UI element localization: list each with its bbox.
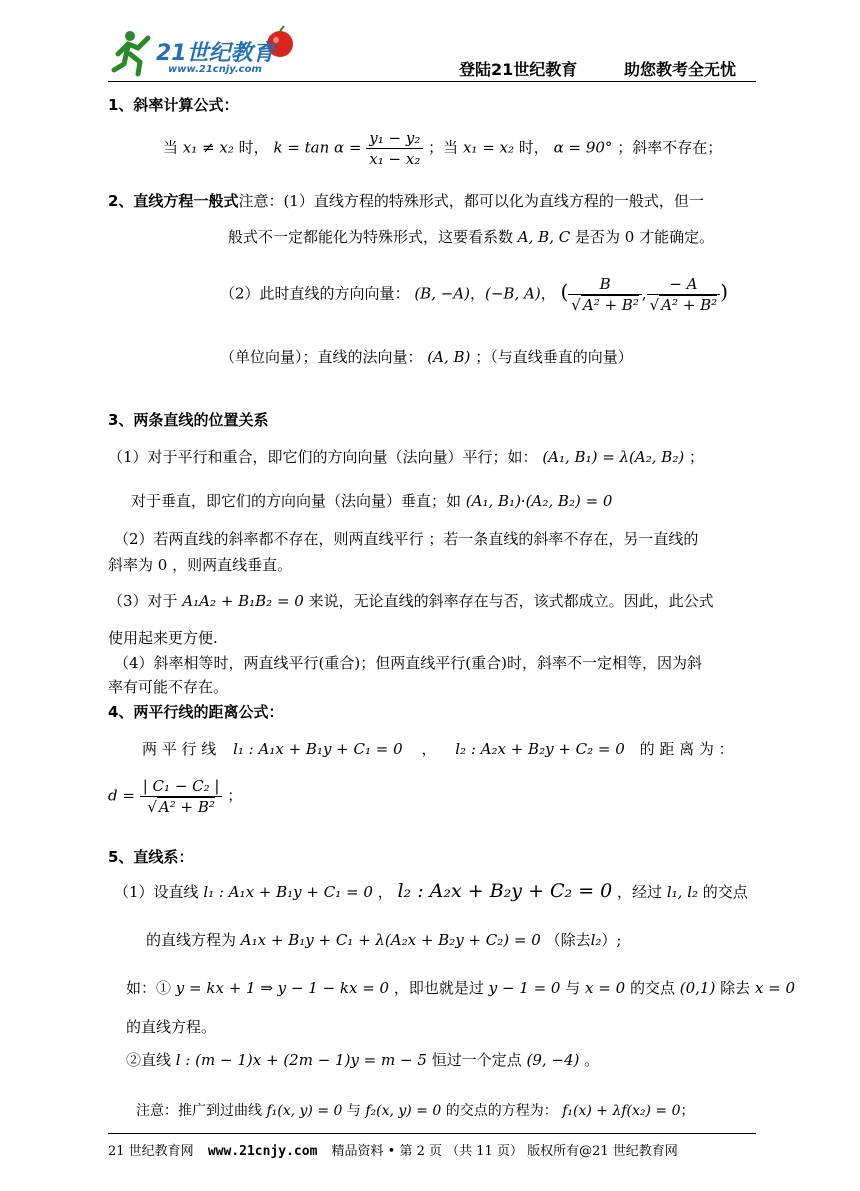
math-line-2: l₂ : A₂x + B₂y + C₂ = 0 [397,880,613,902]
footer-url-link[interactable]: www.21cnjy.com [207,1144,318,1159]
text: ； [680,1103,695,1119]
text: ，经过 [617,883,663,901]
section-3-p5: （4）斜率相等时，两直线平行(重合)；但两直线平行(重合)时，斜率不一定相等，因为斜 [114,654,702,672]
text: （单位向量）；直线的法向量： [220,348,423,366]
text: 对于垂直，即它们的方向向量（法向量）垂直；如 [131,492,462,510]
text: ；（与直线垂直的向量） [475,348,633,366]
math-coefficients: A, B, C [517,228,571,246]
math-l2: l₂ [590,931,602,949]
text: 是否为 0 才能确定。 [574,228,715,246]
text: 与 [565,979,581,997]
slope-fraction [366,128,423,169]
math-parallel: (A₁, B₁) = λ(A₂, B₂) [542,448,685,466]
text: 注意：(1）直线方程的特殊形式，都可以化为直线方程的一般式，但一 [238,192,704,210]
text: 时， [238,138,269,157]
text: （1）设直线 [114,883,199,901]
math-line-l: l : (m − 1)x + (2m − 1)y = m − 5 [175,1051,427,1069]
unit-vector-fraction-2: $\frac{- A}{\text{√ A² + B²}}$ [647,274,721,315]
math-d: d = [108,786,135,805]
text: ；当 [428,138,459,157]
math-example: y = kx + 1 ⇒ y − 1 − kx = 0 [175,979,390,997]
math-point: (0,1) [679,979,716,997]
math-condition: A₁A₂ + B₁B₂ = 0 [182,592,304,610]
section-5-example-1-end: 的直线方程。 [126,1018,217,1036]
math-line-1: l₁ : A₁x + B₁y + C₁ = 0 [233,740,403,758]
fraction-denominator: A² + B² [158,798,215,816]
logo-text: 21世纪教育 [156,41,275,66]
fraction-denominator: A² + B² [661,296,718,314]
section-5-example-1 [126,977,795,998]
math-vector-1: (B, −A) [414,284,470,303]
section-5-note [136,1100,694,1120]
footer-left: 21 世纪教育网 [108,1144,194,1159]
text: 时， [518,138,549,157]
footer-right: 精品资料 • 第 2 页 （共 11 页） 版权所有@21 世纪教育网 [331,1144,678,1159]
text: ， [421,740,437,758]
text: （除去 [545,931,591,949]
fraction-numerator: − A [647,274,721,295]
text: 的交点 [629,979,675,997]
page-footer [108,1140,678,1159]
math-line-a: y − 1 = 0 [488,979,561,997]
fraction-numerator: y₁ − y₂ [366,128,423,149]
text: 来说，无论直线的斜率存在与否，该式都成立。因此，此公式 [308,592,714,610]
math-curve-1: f₁(x, y) = 0 [266,1103,343,1119]
text: 。 [584,1051,600,1069]
site-logo[interactable] [108,24,308,80]
fraction-numerator: B [568,274,642,295]
section-3-p5b: 率有可能不存在。 [108,678,229,696]
math-line-b: x = 0 [585,979,626,997]
footer-divider [108,1133,756,1134]
text: ， [377,883,393,901]
section-3-p3b: 斜率为 0 ，则两直线垂直。 [108,556,293,574]
header-slogan-right: 助您教考全无忧 [624,60,737,79]
text: 如：① [126,979,172,997]
text: 的直线方程为 [146,931,237,949]
text: ； [688,448,704,466]
text: ；斜率不存在； [617,138,723,157]
text: 与 [346,1103,361,1119]
section-3-p4c: 使用起来更方便. [108,629,218,647]
section-2-line-1 [108,190,704,211]
math-cond-2: x₁ = x₂ [462,138,515,157]
distance-fraction: $\frac{\text{| C₁ − C₂ |}}{\text{√ A² + B²}}$ [140,776,223,817]
section-5-example-2 [126,1049,599,1070]
text: ， [470,284,486,303]
math-vector-2: (−B, A) [485,284,541,303]
section-3-p2 [131,490,612,511]
fraction-numerator: | C₁ − C₂ | [140,776,223,797]
section-3-p1 [108,446,704,467]
fraction-denominator: A² + B² [582,296,639,314]
text: ： [178,848,194,866]
section-5-p1 [114,880,748,902]
text: 的 距 离 为 ： [639,740,734,758]
unit-vector-fraction-1: $\frac{B}{\text{√ A² + B²}}$ [568,274,642,315]
text: 除去 [720,979,751,997]
text: （1）对于平行和重合，即它们的方向向量（法向量）平行；如： [108,448,538,466]
math-curve-2: f₂(x, y) = 0 [365,1103,442,1119]
section-1-title: 1、斜率计算公式： [108,96,239,114]
text: ； [227,786,243,805]
text: 般式不一定都能化为特殊形式，这要看系数 [228,228,514,246]
direction-vector-line: （2）此时直线的方向向量： (B, −A)，(−B, A)， ( $\frac{B}{\text{√ A² + B²}}$ , $\frac{- A}{\text{√ A² + B²}}$ ) [220,275,729,314]
text: ， [540,284,556,303]
text: 两 平 行 线 [142,740,217,758]
math-line-2: l₂ : A₂x + B₂y + C₂ = 0 [455,740,625,758]
math-line-c: x = 0 [754,979,795,997]
normal-vector-line [220,346,633,367]
section-5-title: 5、直线系 [108,848,179,866]
math-angle: α = 90° [553,138,613,157]
math-line-1: l₁ : A₁x + B₁y + C₁ = 0 [203,883,373,901]
text: 当 [163,138,179,157]
section-4-title: 4、两平行线的距离公式： [108,703,284,721]
parallel-lines-line [142,738,734,759]
text: 的交点的方程为： [445,1103,558,1119]
text: ，即也就是过 [393,979,484,997]
slope-formula-line [163,128,722,169]
math-curve-family: f₁(x) + λf(x₂) = 0 [562,1103,681,1119]
header-slogan-left: 登陆21世纪教育 [459,60,578,79]
math-normal-vector: (A, B) [427,348,471,366]
text: 的交点 [702,883,748,901]
section-3-p3: （2）若两直线的斜率都不存在，则两直线平行 ；若一条直线的斜率不存在，另一直线的 [114,530,699,548]
distance-formula [108,776,242,817]
section-2-line-2 [228,226,714,247]
text: 注意：推广到过曲线 [136,1103,262,1119]
text: （2）此时直线的方向向量： [220,284,410,303]
section-2-title: 2、直线方程一般式 [108,192,239,210]
section-5-title-line [108,846,193,867]
math-lines: l₁, l₂ [666,883,699,901]
math-fixed-point: (9, −4) [526,1051,580,1069]
math-perpendicular: (A₁, B₁)·(A₂, B₂) = 0 [465,492,613,510]
header-divider [108,81,756,82]
section-3-title: 3、两条直线的位置关系 [108,411,269,429]
math-slope: k = tan α = [273,138,362,157]
text: ②直线 [126,1051,172,1069]
text: 恒过一个定点 [431,1051,522,1069]
text: （3）对于 [108,592,178,610]
math-line-family: A₁x + B₁y + C₁ + λ(A₂x + B₂y + C₂) = 0 [240,931,541,949]
section-5-p2 [146,929,621,950]
section-3-p4 [108,590,714,611]
logo-url: www.21cnjy.com [168,64,262,75]
math-cond-1: x₁ ≠ x₂ [182,138,234,157]
text: ）; [601,931,622,949]
fraction-denominator: x₁ − x₂ [369,150,421,168]
